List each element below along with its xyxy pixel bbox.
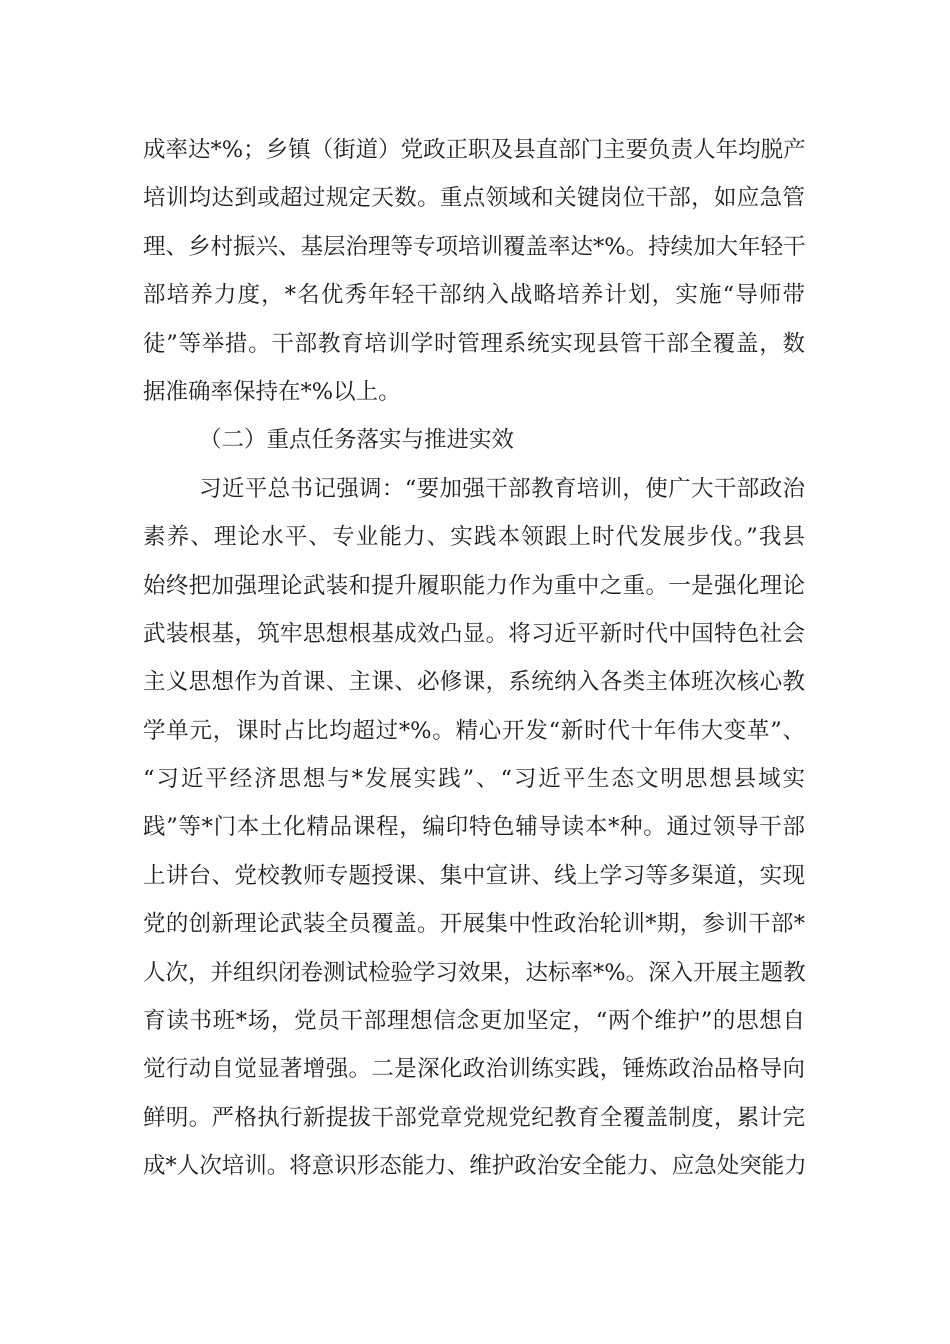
paragraph-line: 徒”等举措。干部教育培训学时管理系统实现县管干部全覆盖，数 (143, 330, 805, 357)
paragraph-line: 武装根基，筑牢思想根基成效凸显。将习近平新时代中国特色社会 (143, 620, 805, 647)
paragraph-line: “习近平经济思想与*发展实践”、“习近平生态文明思想县域实 (143, 766, 805, 793)
paragraph-line: 觉行动自觉显著增强。二是深化政治训练实践，锤炼政治品格导向 (143, 1056, 805, 1083)
paragraph-line: 素养、理论水平、专业能力、实践本领跟上时代发展步伐。”我县 (143, 524, 805, 551)
paragraph-line: 鲜明。严格执行新提拔干部党章党规党纪教育全覆盖制度，累计完 (143, 1104, 805, 1131)
document-body (143, 126, 805, 1191)
paragraph-line: 始终把加强理论武装和提升履职能力作为重中之重。一是强化理论 (143, 572, 805, 599)
paragraph-line: 人次，并组织闭卷测试检验学习效果，达标率*%。深入开展主题教 (143, 959, 806, 986)
paragraph-line: 成率达*%；乡镇（街道）党政正职及县直部门主要负责人年均脱产 (143, 137, 806, 163)
paragraph-line: 学单元，课时占比均超过*%。精心开发“新时代十年伟大变革”、 (143, 717, 805, 744)
paragraph-line: 理、乡村振兴、基层治理等专项培训覆盖率达*%。持续加大年轻干 (143, 233, 806, 260)
paragraph-line: 培训均达到或超过规定天数。重点领域和关键岗位干部，如应急管 (143, 185, 805, 212)
paragraph-line: 上讲台、党校教师专题授课、集中宣讲、线上学习等多渠道，实现 (143, 862, 805, 889)
paragraph-line: 育读书班*场，党员干部理想信念更加坚定，“两个维护”的思想自 (143, 1008, 805, 1035)
paragraph-line: 践”等*门本土化精品课程，编印特色辅导读本*种。通过领导干部 (143, 814, 805, 841)
section-heading: （二）重点任务落实与推进实效 (199, 427, 515, 454)
paragraph-line: 习近平总书记强调：“要加强干部教育培训，使广大干部政治 (199, 475, 805, 502)
paragraph-line: 据准确率保持在*%以上。 (143, 378, 401, 405)
paragraph-line: 党的创新理论武装全员覆盖。开展集中性政治轮训*期，参训干部* (143, 911, 805, 938)
paragraph-line: 成*人次培训。将意识形态能力、维护政治安全能力、应急处突能力 (143, 1153, 807, 1180)
paragraph-line: 部培养力度，*名优秀年轻干部纳入战略培养计划，实施“导师带 (143, 282, 805, 309)
paragraph-line: 主义思想作为首课、主课、必修课，系统纳入各类主体班次核心教 (143, 669, 805, 696)
